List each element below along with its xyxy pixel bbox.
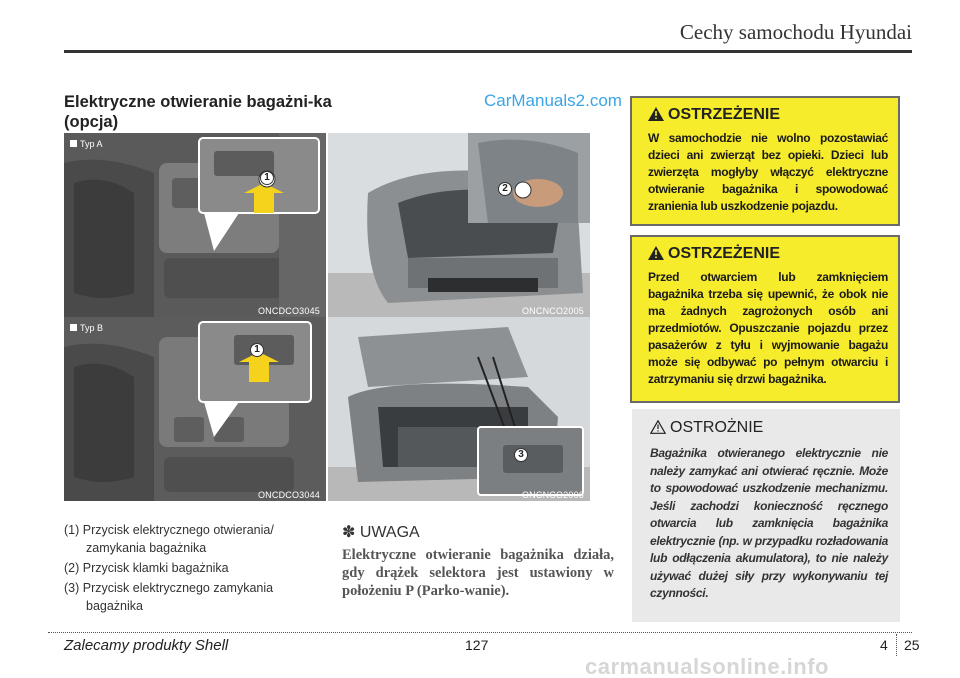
section-title: Elektryczne otwieranie bagażni-ka (opcja) xyxy=(64,93,332,131)
photo-typ-a-interior xyxy=(64,133,326,317)
photo-code-3: ONCDCO3044 xyxy=(257,490,320,500)
header-rule xyxy=(64,50,912,53)
caution-box xyxy=(632,409,900,622)
marker-1: 1 xyxy=(260,171,274,185)
footer-page-number: 127 xyxy=(465,637,489,653)
caution-triangle-icon xyxy=(650,420,666,434)
photo-code-1: ONCDCO3045 xyxy=(257,306,320,316)
photo-typ-b-interior xyxy=(64,317,326,501)
warning-box-1 xyxy=(630,96,900,226)
warning-triangle-icon xyxy=(648,246,664,260)
caution-body: Bagażnika otwieranego elektrycznie nie należy zamykać ani otwierać ręcznie. Może to spowodować uszkodzenie mechanizmu. Jeśli zachodzi konieczność ręcznego otwarcia lub zamknięcia bagażnika elektrycznie (np. w przypadku rozładowania lub odłączenia akumulatora), to nie należy używać dużej siły przy wykonywaniu tej czynności. xyxy=(650,446,888,600)
footer-left: Zalecamy produkty Shell xyxy=(64,637,229,654)
warning-title-1: OSTRZEŻENIE xyxy=(648,106,888,124)
photo-rear-handle xyxy=(328,133,590,317)
typ-a-label: Typ A xyxy=(70,139,103,149)
watermark-link[interactable]: CarManuals2.com xyxy=(484,91,622,110)
header-title: Cechy samochodu Hyundai xyxy=(679,20,912,44)
note-title: ✽ UWAGA xyxy=(342,524,420,541)
marker-1b: 1 xyxy=(250,343,264,357)
typ-b-label: Typ B xyxy=(70,323,103,333)
caption-item: (1) Przycisk elektrycznego otwierania/ zamykania bagażnika xyxy=(64,523,274,555)
photo-code-2: ONCNCO2005 xyxy=(521,306,584,316)
warning-title-2: OSTRZEŻENIE xyxy=(648,245,888,263)
warning-body-1: W samochodzie nie wolno pozostawiać dzieci ani zwierząt bez opieki. Dzieci lub zwierzęta mogłyby włączyć elektryczne otwieranie bagażnika i spowodować zranienia lub uszkodzenie pojazdu. xyxy=(648,131,888,213)
caption-item: (3) Przycisk elektrycznego zamykania bagażnika xyxy=(64,581,274,613)
footer-watermark: carmanualsonline.info xyxy=(585,654,829,678)
photo-open-trunk xyxy=(328,317,590,501)
footer-section-page: 25 xyxy=(904,637,920,653)
marker-3: 3 xyxy=(514,448,528,462)
warning-body-2: Przed otwarciem lub zamknięciem bagażnika trzeba się upewnić, że obok nie ma żadnych zagrożonych osób ani przedmiotów. Opuszczanie pojazdu przez pasażerów z tyłu i wyjmowanie bagażu może się odbywać po pełnym otwarciu i zatrzymaniu się drzwi bagażnika. xyxy=(648,270,888,386)
footer-separator xyxy=(896,634,897,656)
warning-triangle-icon xyxy=(648,107,664,121)
footer-rule xyxy=(48,632,912,633)
caption-item: (2) Przycisk klamki bagażnika xyxy=(64,561,229,575)
note-body: Elektryczne otwieranie bagażnika działa, gdy drążek selektora jest ustawiony w położeniu P (Parko-wanie). xyxy=(342,547,614,599)
warning-box-2 xyxy=(630,235,900,403)
photo-code-4: ONCNCO2006 xyxy=(521,490,584,500)
marker-2: 2 xyxy=(498,182,512,196)
caution-title: OSTROŻNIE xyxy=(650,419,888,437)
captions-list xyxy=(64,521,326,617)
footer-chapter: 4 xyxy=(880,637,888,653)
